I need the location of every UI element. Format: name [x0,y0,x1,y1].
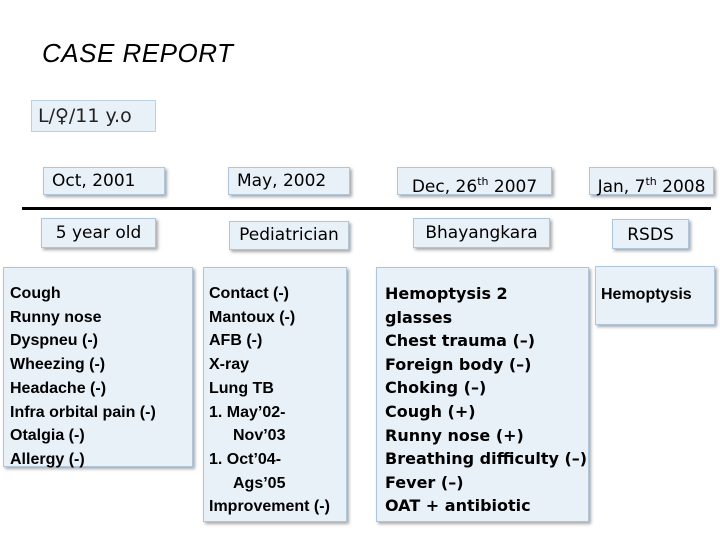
date-box-dec-2007 [397,167,552,195]
list-item: Cough [10,285,61,302]
stage-label: Bhayangkara [425,223,538,243]
list-item: Lung TB [209,379,274,397]
list-item: Hemoptysis [601,286,692,303]
date-label: May, 2002 [237,171,327,191]
list-item: glasses [385,307,453,327]
list-item: OAT + antibiotic [385,496,531,516]
list-item: Otalgia (-) [10,427,85,445]
list-item: Dyspneu (-) [10,332,98,350]
list-item: X-ray [209,356,250,374]
timeline-line [22,207,711,210]
list-item: Wheezing (-) [10,356,106,374]
stage-label: 5 year old [55,223,142,243]
list-item: AFB (-) [209,332,263,350]
list-item: Allergy (-) [10,450,85,468]
list-item: Cough (+) [385,401,476,421]
date-label: Oct, 2001 [52,171,136,191]
stage-box-rsds [612,219,689,249]
list-item: Runny nose [10,308,102,326]
date-box-may-2002 [228,167,350,195]
date-box-oct-2001 [43,167,165,195]
list-item: Mantoux (-) [209,308,296,326]
stage-box-bhayangkara [413,218,550,248]
list-item: Foreign body (–) [385,354,532,374]
list-item: 1. May’02- [209,403,286,421]
list-item: Headache (-) [10,379,107,397]
date-box-jan-2008 [589,167,714,195]
page-title: CASE REPORT [42,38,234,68]
stage-box-pediatrician [229,221,349,250]
date-label: Jan, 7th 2008 [597,175,706,197]
list-item: Improvement (-) [209,498,330,516]
list-item: Breathing difficulty (–) [385,449,588,469]
list-item: 1. Oct’04- [209,450,282,468]
list-item: Fever (–) [385,472,464,492]
list-item: Choking (–) [385,378,487,398]
list-item: Ags’05 [233,474,286,492]
findings-list-2007 [376,267,589,522]
list-item: Hemoptysis 2 [385,284,508,303]
stage-box-5-year-old [41,218,156,248]
patient-id-box: L/♀/11 y.o [31,100,156,132]
list-item: Nov’03 [233,427,286,445]
date-label: Dec, 26th 2007 [411,175,538,197]
list-item: Contact (-) [209,285,289,302]
symptom-list-2001 [3,267,193,467]
list-item: Infra orbital pain (-) [10,403,156,421]
findings-list-2008 [595,266,715,325]
stage-label: Pediatrician [239,225,339,245]
stage-label: RSDS [627,225,674,245]
list-item: Runny nose (+) [385,425,524,445]
findings-list-2002 [203,267,347,522]
list-item: Chest trauma (–) [385,331,536,351]
